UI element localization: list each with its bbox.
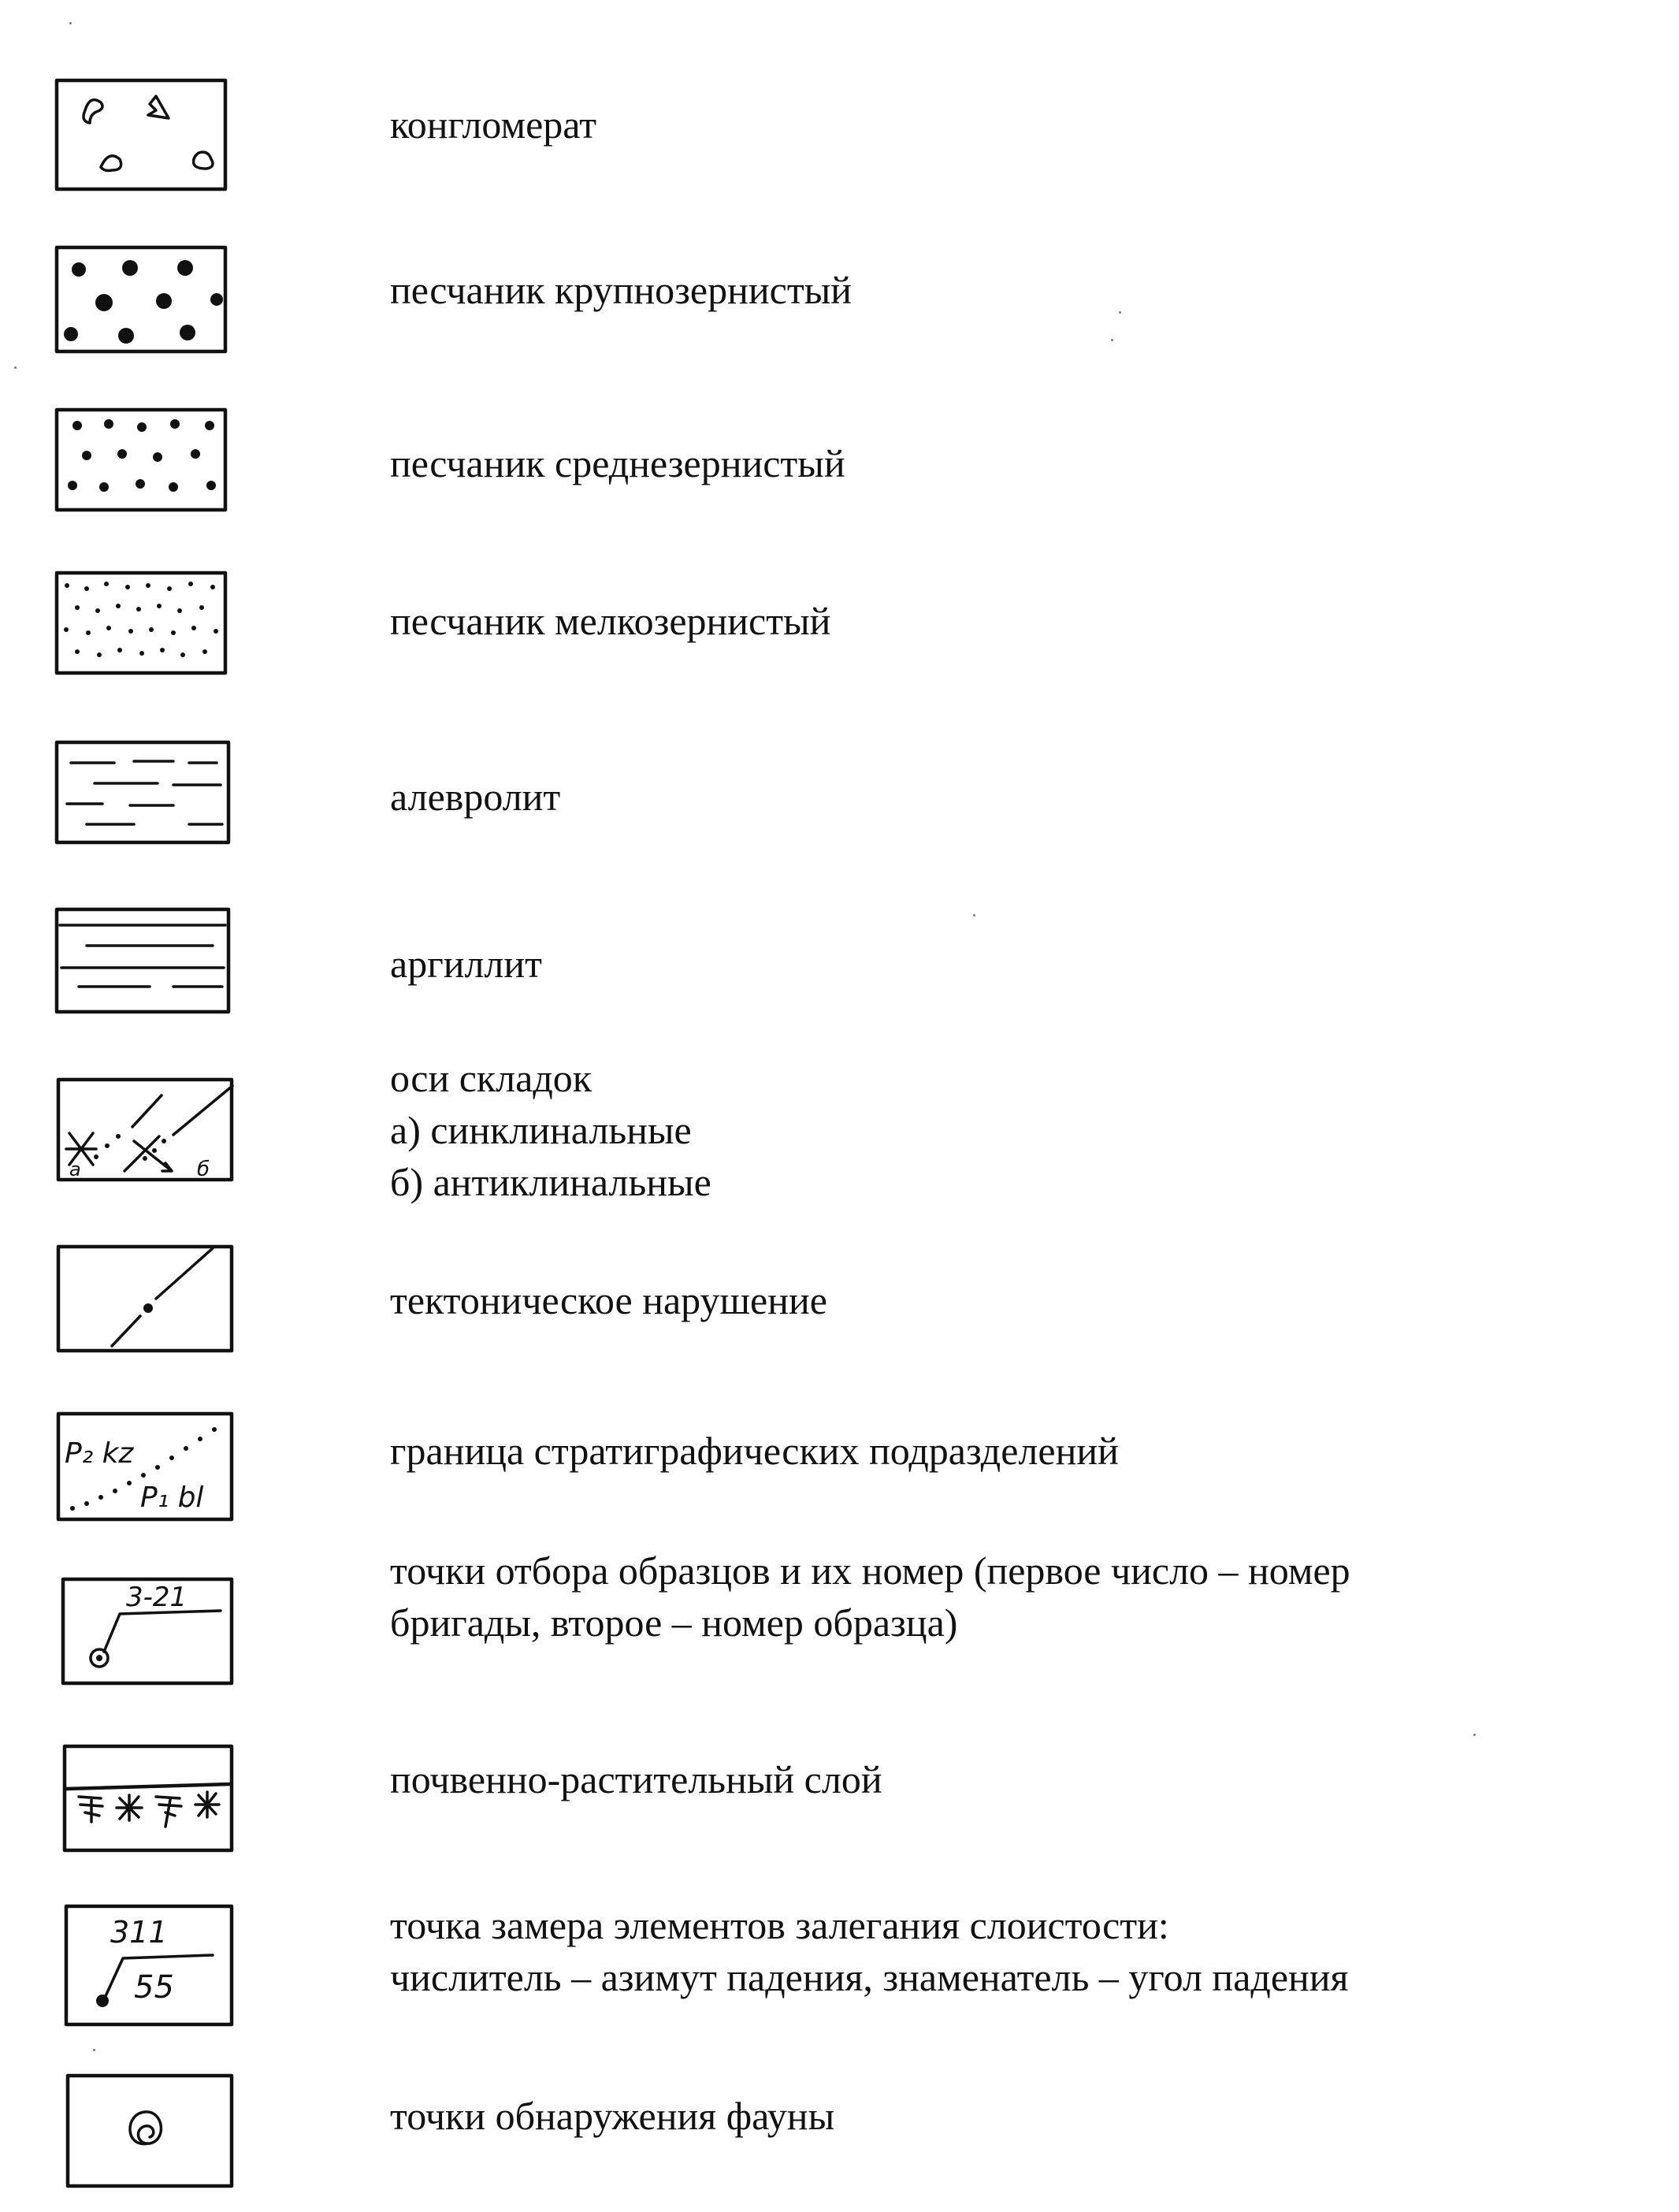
legend-text	[390, 595, 830, 647]
argillite-symbol	[55, 908, 232, 1017]
stratigraphic-boundary-symbol	[55, 1411, 236, 1525]
legend-label: точки отбора образцов и их номер (первое число – номер	[390, 1548, 1350, 1593]
legend-label: точка замера элементов залегания слоистости:	[390, 1903, 1169, 1947]
fold-axes-symbol	[55, 1078, 236, 1184]
fine-sandstone-symbol	[55, 571, 228, 678]
strat-upper-label: P₂ kz	[65, 1437, 134, 1470]
coarse-sandstone-symbol	[55, 246, 228, 356]
scan-speck	[14, 366, 17, 369]
legend-label: конгломерат	[390, 102, 597, 147]
legend-label: алевролит	[390, 775, 561, 819]
legend-label: бригады, второе – номер образца)	[390, 1600, 958, 1645]
scan-speck	[973, 914, 975, 916]
legend-label: а) синклинальные	[390, 1108, 692, 1152]
legend-label: песчаник мелкозернистый	[390, 599, 831, 643]
fold-label-b: б	[197, 1158, 210, 1181]
bedding-measurement-symbol	[55, 1903, 236, 2029]
legend-label: граница стратиграфических подразделений	[390, 1429, 1119, 1473]
scan-speck	[1111, 339, 1113, 341]
medium-sandstone-symbol	[55, 408, 228, 515]
legend-label: песчаник среднезернистый	[390, 441, 845, 485]
scan-speck	[1473, 1734, 1476, 1736]
dip-angle-label: 55	[134, 1969, 174, 2006]
legend-text	[390, 99, 596, 151]
sample-point-symbol	[55, 1576, 236, 1686]
sample-number-label: 3-21	[126, 1582, 188, 1613]
legend-label: аргиллит	[390, 942, 542, 986]
fauna-point-symbol	[55, 2073, 236, 2191]
legend-text	[390, 2090, 834, 2142]
fold-label-a: а	[69, 1158, 81, 1180]
legend-label: оси складок	[390, 1056, 592, 1100]
legend-text	[390, 1753, 882, 1805]
legend-text	[390, 1052, 711, 1208]
scan-speck	[93, 2049, 95, 2051]
legend-text	[390, 1545, 1350, 1649]
legend-label: тектоническое нарушение	[390, 1278, 827, 1322]
soil-layer-symbol	[55, 1743, 236, 1853]
legend-label: точки обнаружения фауны	[390, 2094, 835, 2138]
legend-text	[390, 1274, 827, 1326]
legend-text	[390, 938, 542, 990]
snail-icon	[130, 2112, 161, 2144]
azimuth-label: 311	[110, 1915, 168, 1950]
legend-text	[390, 437, 845, 489]
conglomerate-symbol	[55, 79, 228, 193]
legend-label: песчаник крупнозернистый	[390, 268, 853, 312]
siltstone-symbol	[55, 741, 232, 847]
legend-text	[390, 264, 852, 316]
legend-label: числитель – азимут падения, знаменатель – угол падения	[390, 1955, 1349, 1999]
tectonic-fault-symbol	[55, 1244, 236, 1354]
strat-lower-label: P₁ bl	[140, 1481, 204, 1514]
legend-label: почвенно-растительный слой	[390, 1757, 882, 1801]
legend-text	[390, 771, 560, 823]
legend-text	[390, 1425, 1119, 1477]
legend-text	[390, 1899, 1349, 2003]
legend-label: б) антиклинальные	[390, 1160, 711, 1204]
scan-speck	[1119, 311, 1121, 314]
scan-speck	[69, 22, 72, 24]
